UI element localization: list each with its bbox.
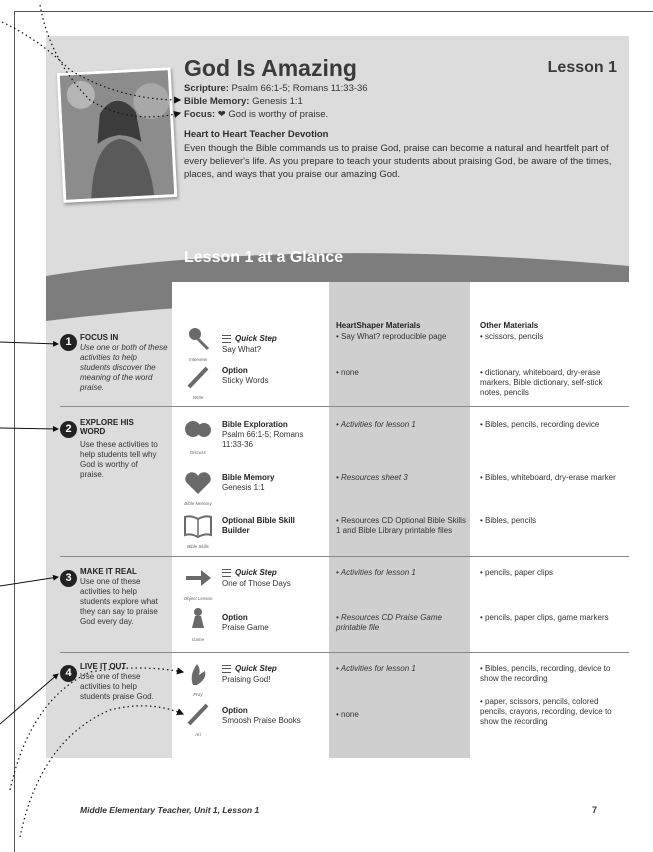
activity-name: Praising God! [222, 675, 271, 684]
heartshaper-materials: • Resources sheet 3 [336, 473, 408, 482]
focus-label: Focus: [184, 109, 216, 120]
footer-text: Middle Elementary Teacher, Unit 1, Lesson 1 [80, 805, 260, 815]
activity-name: One of Those Days [222, 579, 291, 588]
scripture-label: Scripture: [184, 83, 229, 94]
section-description: Use one of these activities to help students praise God. [80, 672, 154, 701]
scripture-text: Psalm 66:1-5; Romans 11:33-36 [231, 83, 368, 94]
devotion-title: Heart to Heart Teacher Devotion [184, 129, 329, 140]
section-title: MAKE IT REAL [80, 567, 137, 576]
page-number: 7 [592, 805, 598, 815]
heartshaper-materials: • Resources CD Optional Bible Skills 1 and Bible Library printable files [336, 516, 466, 535]
activity-name: Genesis 1:1 [222, 483, 265, 492]
devotion-text: Even though the Bible commands us to praise God, praise can become a natural and heartfelt part of every believer's life. As you prepare to teach your students about praising God, be aware of the times, places, and ways that you praise our amazing God. [184, 143, 612, 180]
heartshaper-header: HeartShaper Materials [336, 321, 421, 330]
other-materials: • Bibles, pencils, recording, device to show the recording [480, 664, 611, 683]
pencil-icon [183, 701, 213, 735]
activity-name: Praise Game [222, 623, 269, 632]
heartshaper-materials: • Activities for lesson 1 [336, 568, 416, 577]
other-materials: • dictionary, whiteboard, dry-erase markers, Bible dictionary, self-stick notes, pencils [480, 368, 603, 397]
section-description: Use one or both of these activities to help students discover the meaning of the word praise. [80, 343, 168, 392]
activity-icon-label: Bible Skills [187, 544, 209, 549]
heartshaper-materials: • none [336, 710, 359, 719]
activity-kind: Optional Bible Skill Builder [222, 516, 295, 535]
memory-label: Bible Memory: [184, 96, 250, 107]
praying-hands-icon [183, 661, 213, 695]
activity-kind: Quick Step [222, 568, 277, 577]
activity-kind: Bible Exploration [222, 420, 288, 429]
activity-icon-label: Pray [193, 692, 203, 697]
other-materials: • scissors, pencils [480, 332, 544, 341]
activity-name: Smoosh Praise Books [222, 716, 301, 725]
heartshaper-materials: • Activities for lesson 1 [336, 420, 416, 429]
activity-kind: Option [222, 613, 248, 622]
section-divider [60, 406, 629, 407]
other-materials: • pencils, paper clips [480, 568, 554, 577]
activity-icon-label: Art [195, 732, 201, 737]
lesson-number: Lesson 1 [547, 59, 617, 76]
activity-kind: Quick Step [222, 334, 277, 343]
heart-icon: ❤ [217, 109, 226, 120]
activity-icon-label: Write [192, 395, 204, 400]
heart-icon [183, 470, 213, 504]
section-number: 2 [60, 421, 77, 438]
activity-icon-label: Object Lesson [183, 596, 213, 601]
section-title: LIVE IT OUT [80, 662, 127, 671]
lesson-title: God Is Amazing [184, 55, 357, 81]
activity-name: Say What? [222, 345, 262, 354]
scripture-line [184, 83, 368, 94]
memory-line [184, 96, 303, 107]
other-materials: • Bibles, whiteboard, dry-erase marker [480, 473, 616, 482]
activity-icon-label: Discuss [190, 450, 206, 455]
section-description: Use these activities to help students tell why God is worthy of praise. [80, 440, 158, 479]
section-number: 1 [60, 334, 77, 351]
activity-kind: Quick Step [222, 664, 277, 673]
arrow-right-icon [183, 565, 213, 599]
section-number: 3 [60, 570, 77, 587]
section-number: 4 [60, 665, 77, 682]
other-materials-header: Other Materials [480, 321, 539, 330]
section-divider [60, 652, 629, 653]
memory-text: Genesis 1:1 [252, 96, 303, 107]
activity-kind: Bible Memory [222, 473, 275, 482]
activity-icon-label: Bible Memory [184, 501, 212, 506]
heartshaper-materials: • Activities for lesson 1 [336, 664, 416, 673]
activity-kind: Option [222, 366, 248, 375]
game-pawn-icon [183, 606, 213, 640]
glance-title: Lesson 1 at a Glance [184, 249, 344, 266]
quick-step-icon [222, 335, 231, 343]
woman-photo-icon [60, 70, 174, 199]
section-title: FOCUS IN [80, 333, 119, 342]
microphone-icon [183, 326, 213, 360]
open-book-icon [183, 513, 213, 547]
activity-name: Psalm 66:1-5; Romans 11:33-36 [222, 430, 304, 449]
section-title: EXPLORE HIS WORD [80, 418, 134, 436]
other-materials: • pencils, paper clips, game markers [480, 613, 609, 622]
activity-kind: Option [222, 706, 248, 715]
activity-icon-label: Interview [188, 357, 207, 362]
focus-text: God is worthy of praise. [228, 109, 329, 120]
teacher-photo [57, 67, 178, 203]
quick-step-icon [222, 569, 231, 577]
other-materials: • paper, scissors, pencils, colored pencils, crayons, recording, device to show the recording [480, 697, 612, 726]
focus-line [184, 109, 328, 120]
heartshaper-materials: • Resources CD Praise Game printable file [336, 613, 442, 632]
speech-bubbles-icon [183, 419, 213, 453]
heartshaper-materials: • Say What? reproducible page [336, 332, 447, 341]
other-materials: • Bibles, pencils, recording device [480, 420, 600, 429]
activity-icon-label: Game [191, 637, 205, 642]
other-materials: • Bibles, pencils [480, 516, 537, 525]
quick-step-icon [222, 665, 231, 673]
heartshaper-materials: • none [336, 368, 359, 377]
section-description: Use one of these activities to help students explore what they can say to praise God every day. [80, 577, 158, 626]
section-divider [60, 556, 629, 557]
activity-name: Sticky Words [222, 376, 269, 385]
pencil-icon [183, 364, 213, 398]
